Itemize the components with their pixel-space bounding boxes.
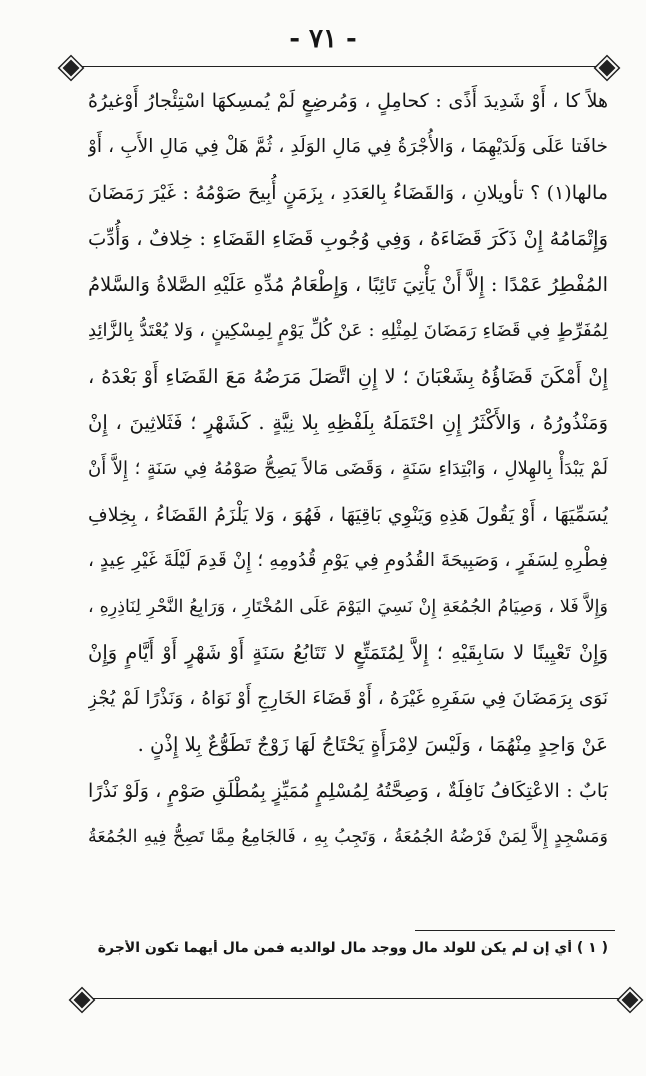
text-line: وَإِنْ تَعْيِينًا لا سَابِقَيْهِ ؛ إِلاَّ لِمُتَمَتِّعٍ لا تَتَابُعُ سَنَةٍ أَوْ شَهْرٍ أَوْ أَيَّامٍ وَإِنْ	[88, 641, 608, 664]
footnote: ( ١ ) أي إن لم يكن للولد مال ووجد مال لوالديه فمن مال أيهما تكون الأجرة	[97, 940, 608, 956]
ornament-top-right-icon	[596, 57, 619, 80]
text-line: هلاً كا ، أَوْ شَدِيدَ أَذًى : كحامِلٍ ، وَمُرضِعٍ لَمْ يُمسِكهَا اسْتِئْجارُ أَوْغيرُهُ	[88, 90, 608, 112]
chapter-heading-line: بَابٌ : الاعْتِكَافُ نَافِلَةٌ ، وَصِحَّتُهُ لِمُسْلِمٍ مُمَيِّزٍ بِمُطْلَقِ صَوْمٍ ، وَلَوْ نَذْرًا	[88, 780, 608, 802]
text-line: فِطْرِهِ لِسَفَرٍ ، وَصَبِيحَةَ القُدُومِ فِي يَوْمِ قُدُومِهِ ؛ إِنْ قَدِمَ لَيْلَةَ غَيْرِ عِيدٍ ،	[88, 550, 608, 571]
text-line: وَمَسْجِدٍ إِلاَّ لِمَنْ فَرْضُهُ الجُمُعَةُ ، وَتَجِبُ بِهِ ، فَالجَامِعُ مِمَّا تَصِحُّ فِيهِ الجُمُعَةُ	[88, 827, 608, 847]
page-number: - ٧١ -	[289, 24, 357, 54]
ornament-top-left-icon	[60, 57, 83, 80]
main-text	[88, 78, 608, 860]
text-line: وَإِتْمَامُهُ إِنْ ذَكَرَ قَضَاءَهُ ، وَفِي وُجُوبِ قَضَاءِ القَضَاءِ : خِلافٌ ، وَأُدِّبَ	[88, 227, 608, 250]
text-line: لِمُفَرِّطٍ فِي قَضَاءِ رَمَضَانَ لِمِثْلِهِ : عَنْ كُلِّ يَوْمٍ لِمِسْكِينٍ ، وَلا يُعْتَدُّ بِالزَّائِدِ	[88, 320, 608, 341]
bottom-rule	[80, 998, 628, 999]
ornament-bottom-left-icon	[71, 989, 94, 1012]
footnote-rule	[415, 930, 615, 931]
text-line: المُفْطِرُ عَمْدًا : إِلاَّ أَنْ يَأْتِيَ تَائِبًا ، وَإِطْعَامُ مُدِّهِ عَلَيْهِ الصَّلاةُ وَالسَّلامُ	[88, 273, 608, 296]
text-line: يُسَمِّيَهَا ، أَوْ يَقُولَ هَذِهِ وَيَنْوِي بَاقِيَهَا ، فَهُوَ ، وَلا يَلْزَمُ القَضَاءُ ، بِخِلافِ	[88, 504, 608, 526]
text-line: وَإِلاَّ فَلا ، وَصِيَامُ الجُمُعَةِ إِنْ نَسِيَ اليَوْمَ عَلَى المُخْتَارِ ، وَرَابِعُ النَّحْرِ لِنَاذِرِهِ ،	[88, 597, 608, 617]
top-rule	[70, 66, 606, 67]
text-line: إِنْ أَمْكَنَ قَضَاؤُهُ بِشَعْبَانَ ؛ لا إِنِ اتَّصَلَ مَرَضُهُ مَعَ القَضَاءِ أَوْ بَعْدَهُ ،	[88, 365, 608, 388]
text-line: مالها(١) ؟ تأويلانِ ، وَالقَضَاءُ بِالعَدَدِ ، بِزَمَنٍ أُبِيحَ صَوْمُهُ : غَيْرَ رَمَضَانَ	[88, 182, 608, 204]
text-line: لَمْ يَبْدَأْ بِالهِلالِ ، وَابْتِدَاءِ سَنَةٍ ، وَقَضَى مَالاً يَصِحُّ صَوْمُهُ فِي سَنَةٍ ؛ إِلاَّ أَنْ	[88, 458, 608, 479]
ornament-bottom-right-icon	[619, 989, 642, 1012]
text-line: وَمَنْذُورُهُ ، وَالأَكْثَرُ إِنِ احْتَمَلَهُ بِلَفْظِهِ بِلا نِيَّةٍ . كَشَهْرٍ ؛ فَثَلاثِينَ ، إِنْ	[88, 411, 608, 434]
text-line: خافَتا عَلَى وَلَدَيْهِمَا ، وَالأُجْرَةُ فِي مَالِ الوَلَدِ ، ثُمَّ هَلْ فِي مَالِ الأَبِ ، أَوْ	[88, 136, 608, 157]
text-line: عَنْ وَاحِدٍ مِنْهُمَا ، وَلَيْسَ لاِمْرَأَةٍ يَحْتَاجُ لَهَا زَوْجٌ تَطَوُّعٌ بِلا إِذْنٍ .	[137, 733, 608, 756]
text-line: نَوَى بِرَمَضَانَ فِي سَفَرِهِ غَيْرَهُ ، أَوْ قَضَاءَ الخَارِجِ أَوْ نَوَاهُ ، وَنَذْرًا لَمْ يُجْزِ	[88, 688, 608, 709]
